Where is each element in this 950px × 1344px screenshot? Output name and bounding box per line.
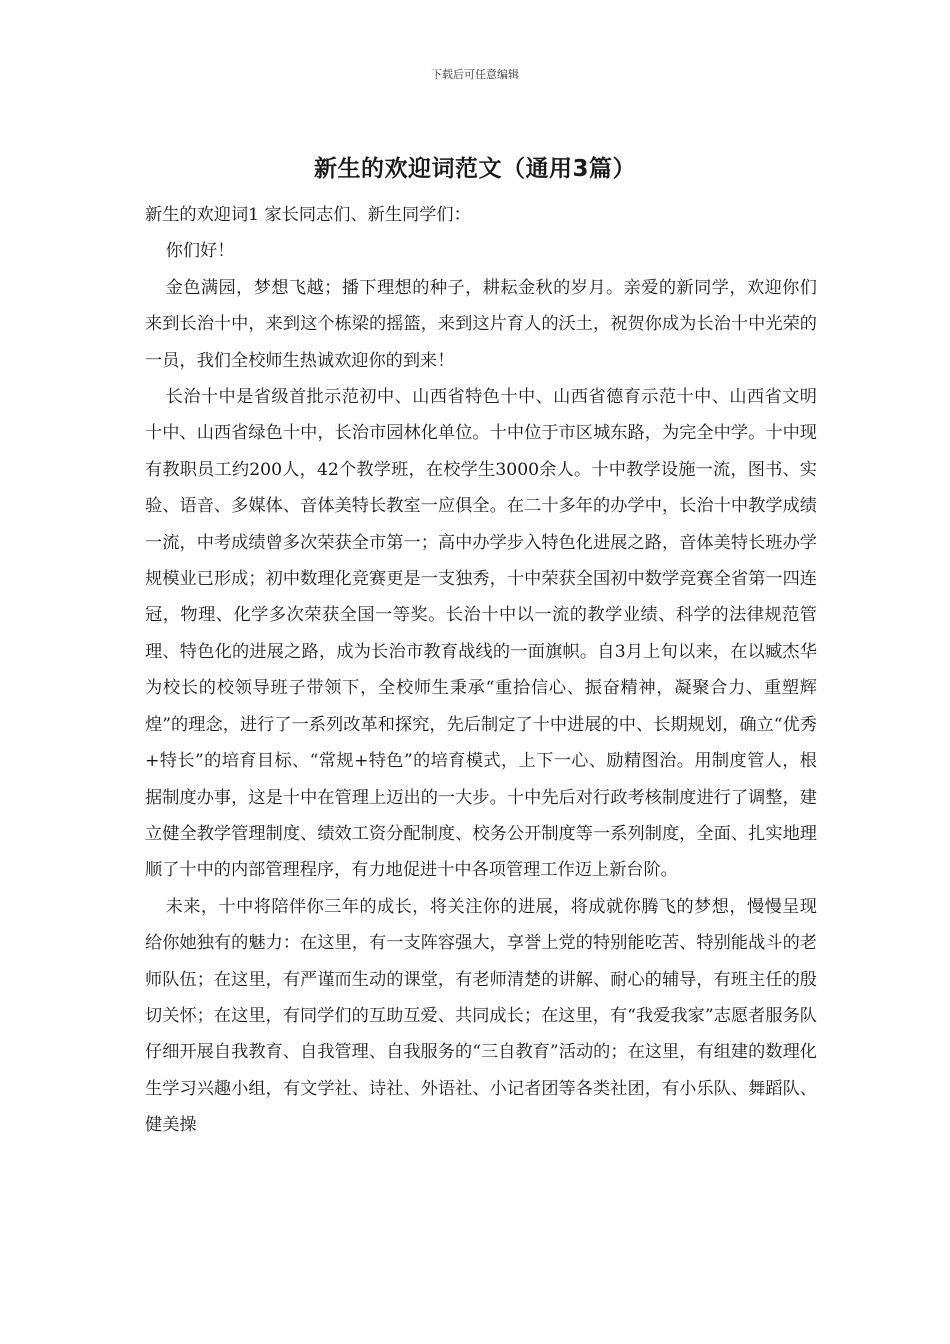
intro-line: 新生的欢迎词1 家长同志们、新生同学们： bbox=[145, 205, 471, 225]
document-title: 新生的欢迎词范文（通用3篇） bbox=[313, 156, 636, 182]
paragraph-2: 长治十中是省级首批示范初中、山西省特色十中、山西省德育示范十中、山西省文明十中、山西省绿色十中，长治市园林化单位。十中位于市区城东路，为完全中学。十中现有教职员工约200人，42个教学班，在校学生3000余人。十中教学设施一流，图书、实验、语音、多媒体、音体美特长教室一应俱全。在二十多年的办学中，长治十中教学成绩一流，中考成绩曾多次荣获全市第一；高中办学步入特色化进展之路，音体美特长班办学规模业已形成；初中数理化竞赛更是一支独秀，十中荣获全国初中数学竞赛全省第一四连冠，物理、化学多次荣获全国一等奖。长治十中以一流的教学业绩、科学的法律规范管理、特色化的进展之路，成为长治市教育战线的一面旗帜。自3月上旬以来，在以臧杰华为校长的校领导班子带领下，全校师生秉承“重拾信心、振奋精神，凝聚合力、重塑辉煌”的理念，进行了一系列改革和探究，先后制定了十中进展的中、长期规划，确立“优秀+特长”的培育目标、“常规+特色”的培育模式，上下一心、励精图治。用制度管人，根据制度办事，这是十中在管理上迈出的一大步。十中先后对行政考核制度进行了调整，建立健全教学管理制度、绩效工资分配制度、校务公开制度等一系列制度，全面、扎实地理顺了十中的内部管理程序，有力地促进十中各项管理工作迈上新台阶。 bbox=[145, 387, 817, 881]
header-note: 下载后可任意编辑 bbox=[431, 68, 519, 81]
greeting: 你们好！ bbox=[165, 241, 235, 262]
paragraph-1: 金色满园，梦想飞越；播下理想的种子，耕耘金秋的岁月。亲爱的新同学，欢迎你们来到长治十中，来到这个栋梁的摇篮，来到这片育人的沃土，祝贺你成为长治十中光荣的一员，我们全校师生热诚欢迎你的到来！ bbox=[145, 277, 817, 371]
document-body bbox=[145, 197, 817, 1144]
paragraph-3: 未来，十中将陪伴你三年的成长，将关注你的进展，将成就你腾飞的梦想，慢慢呈现给你她独有的魅力：在这里，有一支阵容强大，享誉上党的特别能吃苦、特别能战斗的老师队伍；在这里，有严谨而生动的课堂，有老师清楚的讲解、耐心的辅导，有班主任的殷切关怀；在这里，有同学们的互助互爱、共同成长；在这里，有“我爱我家”志愿者服务队仔细开展自我教育、自我管理、自我服务的“三自教育”活动的；在这里，有组建的数理化生学习兴趣小组，有文学社、诗社、外语社、小记者团等各类社团，有小乐队、舞蹈队、健美操 bbox=[145, 896, 817, 1136]
